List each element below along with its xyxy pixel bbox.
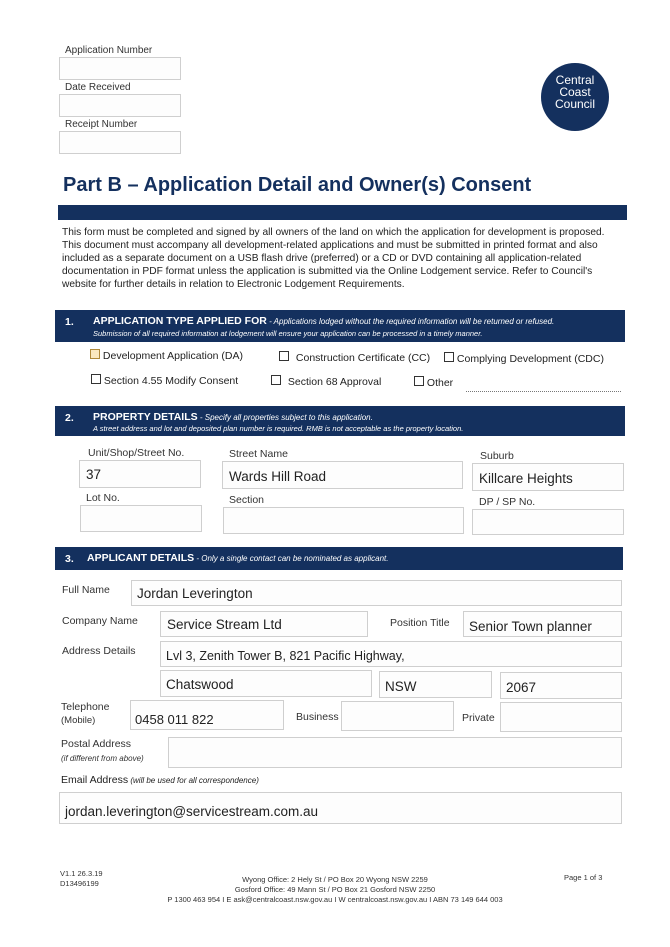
cc-label: Construction Certificate (CC) [295,352,431,364]
other-checkbox[interactable] [414,376,424,386]
section-2-title: PROPERTY DETAILS [93,411,198,423]
mobile-label: (Mobile) [61,715,96,726]
cdc-checkbox[interactable] [444,352,454,362]
postal-subtitle: (if different from above) [61,754,144,763]
section-2-subtitle: A street address and lot and deposited plan number is required. RMB is not acceptable as the property location. [93,424,464,433]
lot-label: Lot No. [86,492,120,504]
email-value: jordan.leverington@servicestream.com.au [65,804,319,819]
mobile-value: 0458 011 822 [135,712,214,727]
s68-checkbox[interactable] [271,375,281,385]
gosford-office: Gosford Office: 49 Mann St / PO Box 21 Gosford NSW 2250 [234,885,436,894]
unit-label: Unit/Shop/Street No. [88,447,185,459]
option-other[interactable] [414,376,453,389]
section-3-title: APPLICANT DETAILS [87,552,195,564]
email-label-row [61,774,259,786]
section-3-header [55,547,623,570]
section-3-note: - Only a single contact can be nominated as applicant. [194,554,389,563]
option-cdc[interactable] [444,352,604,365]
suburb-label: Suburb [480,450,514,462]
wyong-office: Wyong Office: 2 Hely St / PO Box 20 Wyong NSW 2259 [242,875,428,884]
position-field[interactable] [463,611,622,637]
suburb-field[interactable] [472,463,624,491]
postal-field[interactable] [168,737,622,768]
page-title: Part B – Application Detail and Owner(s) Consent [63,174,532,196]
s68-label: Section 68 Approval [287,376,382,388]
cdc-label: Complying Development (CDC) [456,353,604,365]
address-value: Lvl 3, Zenith Tower B, 821 Pacific Highway, [166,649,405,663]
section-1-header [55,310,625,342]
position-value: Senior Town planner [469,619,592,634]
full-name-value: Jordan Leverington [137,586,253,601]
business-label: Business [296,711,339,723]
business-field[interactable] [341,701,454,731]
postcode-value: 2067 [506,680,537,695]
logo-line-2: Coast [559,85,591,99]
intro-paragraph: This form must be completed and signed by all owners of the land on which the application for development is proposed. This document must accompany all development-related applications and must be submitted in printed format and also included as a separate document on a USB flash drive (preferred) or a CD or DVD containing all application-related documentation in PDF format unless the application is submitted via the Online Lodgement service. Refer to Council's website for further details in relation to Electronic Lodgement Requirements. [62,227,605,290]
option-cc[interactable] [279,351,430,364]
logo-line-3: Council [554,97,596,111]
section-2-header [55,406,625,436]
doc-id-text: D13496199 [60,879,99,888]
logo-line-1: Central [555,73,595,87]
page-number: Page 1 of 3 [564,873,603,882]
address-field[interactable] [160,641,622,667]
lot-field[interactable] [80,505,202,532]
dp-field[interactable] [472,509,624,535]
street-value: Wards Hill Road [229,469,327,484]
section-3-number: 3. [65,553,74,565]
email-field[interactable] [59,792,622,824]
address-label: Address Details [62,645,136,657]
other-specify-line[interactable] [466,391,621,392]
position-label: Position Title [390,617,450,629]
section-1-number: 1. [65,316,74,328]
section-label: Section [229,494,265,506]
suburb-value: Killcare Heights [479,471,573,486]
receipt-number-field[interactable] [59,131,181,154]
email-label: Email Address [61,774,129,786]
full-name-field[interactable] [131,580,622,606]
city-field[interactable] [160,670,372,697]
da-label: Development Application (DA) [102,350,243,362]
private-field[interactable] [500,702,622,732]
section-field[interactable] [223,507,464,534]
da-checkbox[interactable] [90,349,100,359]
telephone-label: Telephone [61,701,110,713]
section-2-note: - Specify all properties subject to this application. [197,413,373,422]
section-1-note: - Applications lodged without the required information will be returned or refused. [266,317,555,326]
full-name-label: Full Name [62,584,110,596]
section-1-title: APPLICATION TYPE APPLIED FOR [93,315,267,327]
email-subtitle: (will be used for all correspondence) [128,776,259,785]
street-field[interactable] [222,461,463,489]
city-value: Chatswood [166,677,234,692]
mobile-field[interactable] [130,700,284,730]
section-2-number: 2. [65,412,74,424]
s455-label: Section 4.55 Modify Consent [103,375,239,387]
section-1-subtitle: Submission of all required information at lodgement will ensure your application can be processed in a timely manner. [93,329,483,338]
unit-value: 37 [86,467,102,482]
dp-label: DP / SP No. [479,496,536,508]
state-field[interactable] [379,671,492,698]
company-label: Company Name [62,615,138,627]
application-number-field[interactable] [59,57,181,80]
option-s455[interactable] [91,374,238,387]
company-value: Service Stream Ltd [167,617,282,632]
state-value: NSW [385,679,417,694]
version-text: V1.1 26.3.19 [60,869,103,878]
date-received-field[interactable] [59,94,181,117]
company-field[interactable] [160,611,368,637]
title-rule [58,205,627,220]
postcode-field[interactable] [500,672,622,699]
unit-field[interactable] [79,460,201,488]
private-label: Private [462,712,495,724]
s455-checkbox[interactable] [91,374,101,384]
cc-checkbox[interactable] [279,351,289,361]
option-s68[interactable] [271,375,381,388]
receipt-number-label: Receipt Number [65,119,138,130]
street-label: Street Name [229,448,288,460]
council-logo [541,63,609,131]
postal-label: Postal Address [61,738,132,750]
other-label: Other [426,377,454,389]
option-da[interactable] [90,349,243,362]
date-received-label: Date Received [65,82,131,93]
contact-line: P 1300 463 954 I E ask@centralcoast.nsw.gov.au I W centralcoast.nsw.gov.au I ABN 73 149 644 003 [167,895,503,904]
application-number-label: Application Number [65,45,153,56]
